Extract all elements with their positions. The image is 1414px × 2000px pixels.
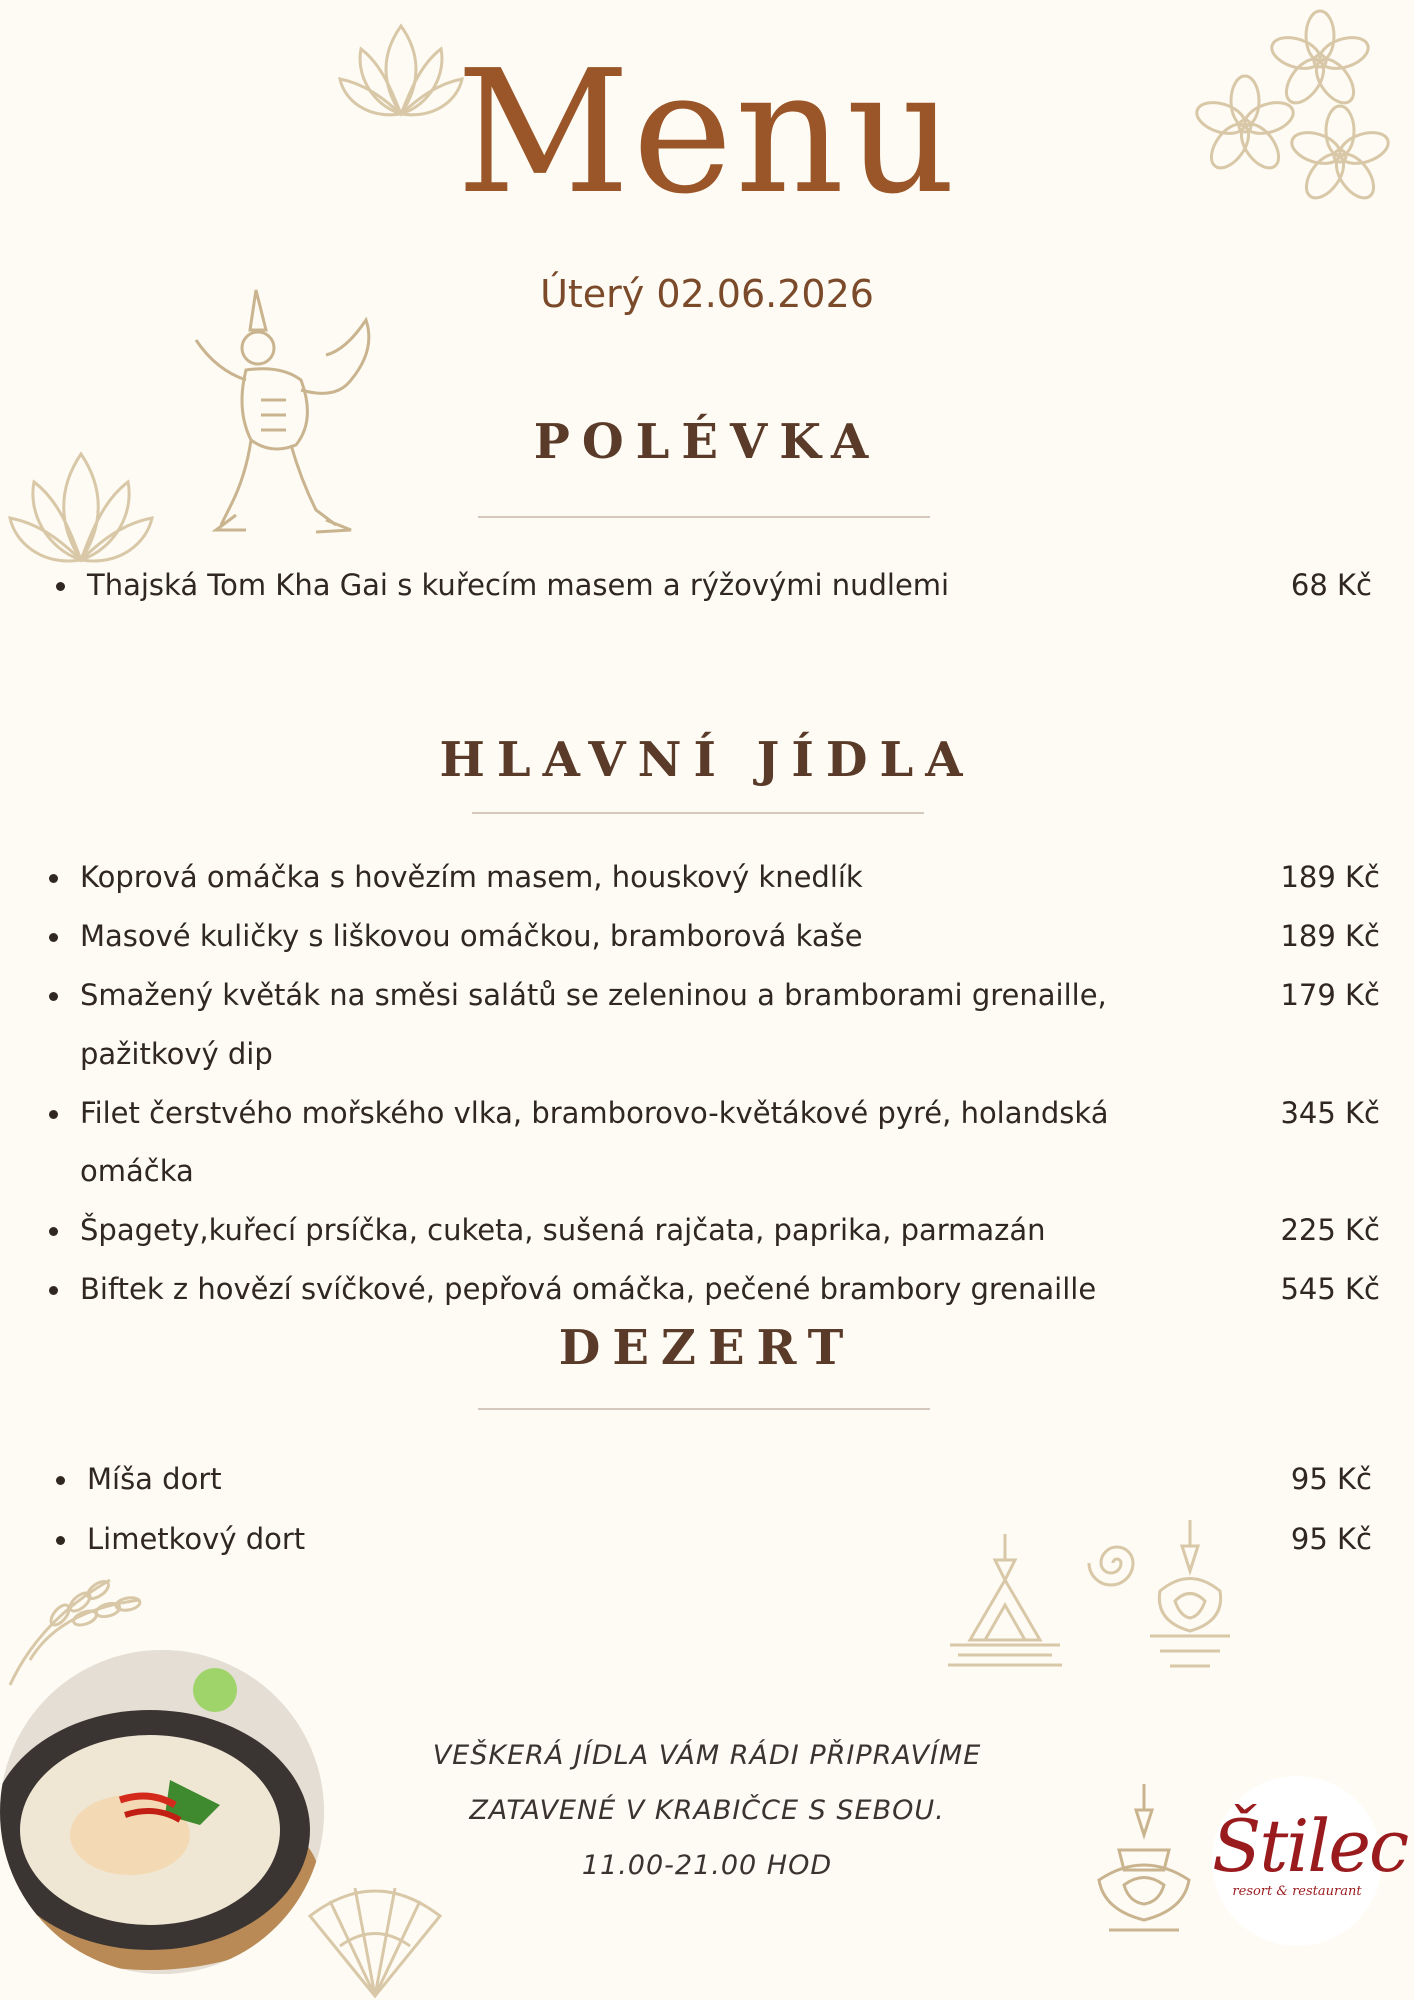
bullet [49,933,58,942]
menu-title: Menu [456,34,958,232]
item-price: 95 Kč [1290,1522,1372,1556]
item-price: 345 Kč [1280,1096,1380,1130]
bullet [49,1110,58,1119]
section-heading-mains: HLAVNÍ JÍDLA [439,732,975,788]
item-price: 189 Kč [1280,919,1380,953]
item-price: 545 Kč [1280,1272,1380,1306]
item-price: 95 Kč [1290,1462,1372,1496]
menu-date: Úterý 02.06.2026 [540,272,874,316]
footer-takeaway-note: ZATAVENÉ V KRABIČCE S SEBOU. [469,1795,945,1826]
section-divider [478,516,930,518]
bullet [49,992,58,1001]
item-name: Míša dort [87,1462,222,1496]
bullet [49,874,58,883]
bullet [49,1227,58,1236]
item-price: 68 Kč [1290,568,1372,602]
section-heading-soup: POLÉVKA [533,414,881,470]
footer-takeaway-note: VEŠKERÁ JÍDLA VÁM RÁDI PŘIPRAVÍME [432,1740,982,1771]
item-name: Limetkový dort [87,1522,306,1556]
bullet [56,1536,65,1545]
footer-opening-hours: 11.00-21.00 HOD [581,1850,833,1881]
item-name-continuation: pažitkový dip [80,1037,273,1071]
hand-fan-icon [300,1876,450,2000]
restaurant-logo [1212,1776,1408,1946]
thai-crown-ornament-icon [1140,1516,1240,1671]
bullet [56,1476,65,1485]
item-name: Smažený květák na směsi salátů se zeleninou a bramborami grenaille, [80,978,1107,1012]
item-name-continuation: omáčka [80,1154,194,1188]
item-name: Masové kuličky s liškovou omáčkou, bramborová kaše [80,919,863,953]
thai-temple-icon [940,1530,1070,1680]
bullet [49,1286,58,1295]
section-divider [478,1408,930,1410]
item-name: Thajská Tom Kha Gai s kuřecím masem a rýžovými nudlemi [87,568,950,602]
logo-name: Štilec [1212,1804,1408,1888]
item-name: Filet čerstvého mořského vlka, bramborovo-květákové pyré, holandská [80,1096,1109,1130]
section-divider [472,812,924,814]
logo-tagline: resort & restaurant [1232,1884,1362,1899]
section-heading-dessert: DEZERT [558,1320,856,1376]
item-price: 225 Kč [1280,1213,1380,1247]
thai-dancer-figure-icon [176,280,386,540]
item-name: Koprová omáčka s hovězím masem, houskový knedlík [80,860,863,894]
item-price: 179 Kč [1280,978,1380,1012]
item-price: 189 Kč [1280,860,1380,894]
bullet [56,582,65,591]
item-name: Biftek z hovězí svíčkové, pepřová omáčka, pečené brambory grenaille [80,1272,1097,1306]
item-name: Špagety,kuřecí prsíčka, cuketa, sušená rajčata, paprika, parmazán [80,1213,1046,1247]
